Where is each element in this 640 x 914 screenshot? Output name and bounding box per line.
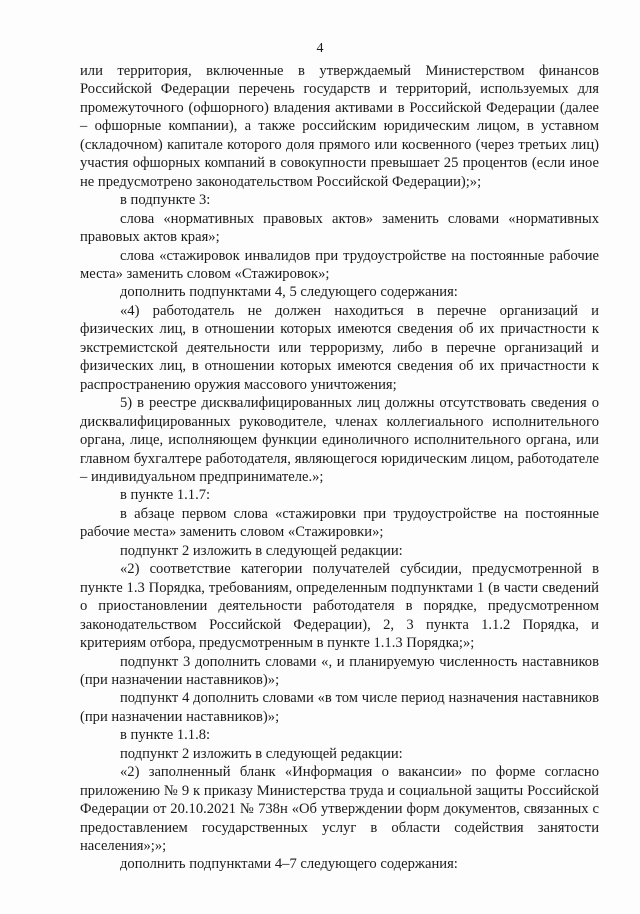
paragraph: или территория, включенные в утверждаемый Министерством финансов Российской Федерации перечень государств и территорий, используемых для промежуточного (офшорного) владения активами в Российской Федерации (далее – офшорные компании), а также российским юридическим лицом, в уставном (складочном) капитале которого доля прямого или косвенного (через третьих лиц) участия офшорных компаний в совокупности превышает 25 процентов (если иное не предусмотрено законодательством Российской Федерации);»;: [80, 63, 599, 190]
paragraph: подпункт 2 изложить в следующей редакции:: [120, 745, 403, 762]
document-body: [80, 62, 599, 874]
paragraph: в абзаце первом слова «стажировки при трудоустройстве на постоянные рабочие места» заменить словом «Стажировки»;: [80, 505, 599, 541]
paragraph: слова «стажировок инвалидов при трудоустройстве на постоянные рабочие места» заменить словом «Стажировок»;: [80, 247, 599, 282]
paragraph: «4) работодатель не должен находиться в перечне организаций и физических лиц, в отношении которых имеются сведения об их причастности к экстремистской деятельности или терроризму, либо в перечне организаций и физических лиц, в отношении которых имеются сведения об их причастности к распространению оружия массового уничтожения;: [80, 302, 599, 393]
page-number: 4: [316, 41, 324, 56]
paragraph: дополнить подпунктами 4, 5 следующего содержания:: [120, 284, 458, 301]
paragraph: «2) соответствие категории получателей субсидии, предусмотренной в пункте 1.3 Порядка, требованиям, определенным подпунктами 1 (в части сведений о приостановлении деятельности работодателя в порядке, предусмотренном законодательством Российской Федерации), 2, 3 пункта 1.1.2 Порядка, и критериям отбора, предусмотренным в пункте 1.1.3 Порядка;»;: [80, 561, 599, 652]
paragraph: слова «нормативных правовых актов» заменить словами «нормативных правовых актов края»;: [80, 210, 599, 246]
paragraph: «2) заполненный бланк «Информация о вакансии» по форме согласно приложению № 9 к приказу Министерства труда и социальной защиты Российской Федерации от 20.10.2021 № 738н «Об утверждении форм документов, связанных с предоставлением государственных услуг в области содействия занятости населения»;»;: [80, 764, 599, 855]
paragraph: в подпункте 3:: [120, 192, 211, 209]
paragraph: подпункт 3 дополнить словами «, и планируемую численность наставников (при назначении наставников)»;: [80, 653, 599, 688]
paragraph: в пункте 1.1.7:: [120, 487, 211, 504]
paragraph: в пункте 1.1.8:: [120, 727, 211, 744]
paragraph: дополнить подпунктами 4–7 следующего содержания:: [120, 856, 458, 873]
paragraph: подпункт 4 дополнить словами «в том числе период назначения наставников (при назначении наставников)»;: [80, 690, 599, 725]
paragraph: 5) в реестре дисквалифицированных лиц должны отсутствовать сведения о дисквалифицированных руководителе, членах коллегиального исполнительного органа, лице, исполняющем функции единоличного исполнительного органа, или главном бухгалтере работодателя, являющегося юридическим лицом, работодателе – индивидуальном предпринимателе.»;: [80, 395, 599, 485]
paragraph: подпункт 2 изложить в следующей редакции:: [120, 542, 403, 559]
